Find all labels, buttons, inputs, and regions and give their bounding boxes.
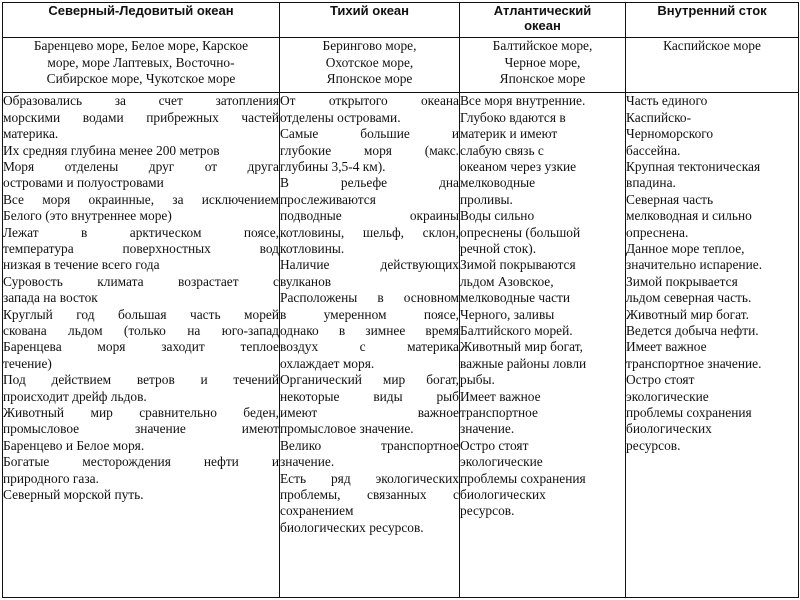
fact-line: бассейна.	[626, 142, 681, 158]
fact-line: Данное море теплое,	[626, 240, 745, 256]
fact-line: биологических	[626, 421, 712, 437]
fact-line: Есть ряд экологических	[280, 470, 459, 486]
header-row	[3, 3, 799, 38]
fact-line: течение)	[3, 355, 52, 371]
fact-line: температура поверхностных вод	[3, 240, 279, 256]
facts-row	[3, 93, 799, 598]
fact-line: охлаждает моря.	[280, 355, 375, 371]
fact-paragraph	[3, 307, 279, 373]
seas-cell-internal	[626, 38, 799, 93]
fact-line: экологические	[626, 388, 709, 404]
seas-line: Берингово море,	[322, 38, 417, 54]
seas-row	[3, 38, 799, 93]
fact-paragraph	[626, 159, 798, 192]
fact-line: мелководные части	[460, 290, 571, 306]
fact-paragraph	[280, 372, 459, 438]
fact-line: льдом северная часть.	[626, 290, 752, 306]
fact-line: мелководная и сильно	[626, 208, 752, 224]
fact-line: Имеет важное	[460, 388, 541, 404]
fact-line: прослеживаются	[280, 191, 376, 207]
fact-line: островами и полуостровами	[3, 175, 164, 191]
fact-line: материк и имеют	[460, 126, 558, 142]
fact-line: Черного, заливы	[460, 306, 555, 322]
fact-line: подводные окраины	[280, 208, 459, 224]
fact-line: ресурсов.	[626, 437, 681, 453]
fact-paragraph	[626, 274, 798, 307]
fact-paragraph	[280, 93, 459, 126]
fact-paragraph	[3, 372, 279, 405]
header-atlantic	[460, 3, 626, 38]
fact-line: значительно испарение.	[626, 257, 763, 273]
fact-line: котловины.	[280, 240, 345, 256]
fact-paragraph	[460, 93, 625, 109]
fact-line: Остро стоят	[460, 437, 529, 453]
fact-line: воздух с материка	[280, 339, 459, 355]
fact-paragraph	[3, 159, 279, 192]
fact-paragraph	[280, 471, 459, 537]
fact-line: Крупная тектоническая	[626, 158, 761, 174]
fact-line: проблемы сохранения	[626, 405, 752, 420]
fact-line: Зимой покрываются	[460, 257, 576, 273]
fact-line: Ведется добыча нефти.	[626, 322, 759, 338]
fact-paragraph	[3, 487, 279, 503]
header-atlantic-text-line: океан	[524, 18, 561, 33]
fact-line: Наличие действующих	[280, 257, 459, 273]
fact-line: экологические	[460, 454, 543, 470]
fact-line: однако в зимнее время	[280, 322, 459, 338]
fact-line: некоторые виды рыб	[280, 388, 459, 404]
fact-line: впадина.	[626, 175, 676, 191]
fact-paragraph	[280, 290, 459, 372]
fact-paragraph	[460, 110, 625, 208]
fact-line: Баренцево и Белое моря.	[3, 437, 145, 453]
fact-paragraph	[626, 323, 798, 339]
fact-line: происходит дрейф льдов.	[3, 388, 147, 404]
fact-line: Остро стоят	[626, 372, 695, 388]
facts-cell-atlantic	[460, 93, 626, 598]
fact-paragraph	[3, 225, 279, 274]
seas-cell-atlantic	[460, 38, 626, 93]
fact-line: Животный мир сравнительно беден,	[3, 405, 279, 420]
fact-line: опреснена.	[626, 224, 689, 240]
fact-paragraph	[626, 339, 798, 372]
header-pacific	[280, 3, 460, 38]
fact-line: транспортное	[460, 405, 538, 420]
fact-line: Балтийского морей.	[460, 322, 573, 338]
fact-line: Воды сильно	[460, 208, 535, 224]
header-internal-drainage	[626, 3, 799, 38]
fact-line: Органический мир богат,	[280, 372, 459, 388]
fact-paragraph	[460, 339, 625, 388]
fact-line: Моря отделены друг от друга	[3, 158, 279, 174]
fact-line: Северная часть	[626, 191, 714, 207]
fact-line: мелководные	[460, 175, 536, 191]
fact-line: Самые большие и	[280, 126, 459, 142]
fact-line: биологических	[460, 487, 546, 503]
fact-paragraph	[280, 126, 459, 175]
fact-line: Их средняя глубина менее 200 метров	[3, 142, 220, 158]
fact-line: Животный мир богат,	[460, 339, 583, 355]
fact-line: важные районы ловли	[460, 355, 587, 371]
fact-line: природного газа.	[3, 470, 99, 486]
fact-line: скована льдом (только на юго-запад	[3, 322, 279, 338]
fact-paragraph	[460, 208, 625, 257]
seas-cell-pacific	[280, 38, 460, 93]
fact-line: Богатые месторождения нефти и	[3, 454, 279, 470]
header-arctic-text: Северный-Ледовитый океан	[48, 3, 234, 18]
fact-line: Белого (это внутреннее море)	[3, 208, 172, 224]
fact-line: слабую связь с	[460, 142, 544, 158]
seas-line: Сибирское море, Чукотское море	[46, 71, 236, 87]
seas-line: Каспийское море	[663, 38, 761, 54]
fact-paragraph	[3, 93, 279, 142]
fact-paragraph	[460, 389, 625, 438]
facts-cell-pacific	[280, 93, 460, 598]
fact-paragraph	[3, 192, 279, 225]
fact-paragraph	[3, 143, 279, 159]
fact-line: Имеет важное	[626, 339, 707, 355]
fact-line: низкая в течение всего года	[3, 257, 160, 273]
fact-line: значение.	[280, 454, 335, 470]
facts-cell-internal	[626, 93, 799, 598]
fact-paragraph	[3, 405, 279, 454]
fact-line: вулканов	[280, 273, 332, 289]
fact-line: промысловое значение.	[280, 421, 414, 437]
seas-line: Черное море,	[504, 54, 581, 70]
fact-paragraph	[460, 257, 625, 339]
fact-line: проливы.	[460, 191, 513, 207]
fact-line: Северный морской путь.	[3, 487, 144, 503]
seas-line: Охотское море,	[325, 54, 414, 70]
fact-paragraph	[3, 454, 279, 487]
fact-line: глубины 3,5-4 км).	[280, 158, 386, 174]
fact-paragraph	[626, 192, 798, 241]
fact-paragraph	[626, 372, 798, 454]
fact-line: От открытого океана	[280, 93, 459, 109]
fact-line: значение.	[460, 421, 515, 437]
fact-line: Под действием ветров и течений	[3, 372, 279, 388]
fact-line: запада на восток	[3, 290, 98, 306]
fact-line: Расположены в основном	[280, 290, 459, 306]
fact-line: Животный мир богат.	[626, 306, 749, 322]
fact-line: биологических ресурсов.	[280, 519, 424, 535]
fact-line: Глубоко вдаются в	[460, 109, 566, 125]
fact-line: опреснены (большой	[460, 224, 581, 240]
seas-line: Баренцево море, Белое море, Карское	[33, 38, 249, 54]
fact-line: ресурсов.	[460, 503, 515, 519]
fact-line: Часть единого	[626, 93, 708, 109]
oceans-seas-table	[2, 2, 799, 598]
fact-line: котловины, шельф, склон,	[280, 224, 459, 240]
fact-line: Зимой покрывается	[626, 273, 738, 289]
fact-paragraph	[626, 307, 798, 323]
fact-paragraph	[626, 241, 798, 274]
fact-line: льдом Азовское,	[460, 273, 554, 289]
header-arctic	[3, 3, 280, 38]
header-atlantic-text-line: Атлантический	[493, 3, 592, 18]
fact-line: в умеренном поясе,	[280, 306, 459, 322]
fact-line: речной сток).	[460, 240, 537, 256]
fact-paragraph	[280, 438, 459, 471]
fact-line: глубокие моря (макс.	[280, 142, 459, 158]
fact-line: Все моря внутренние.	[460, 93, 586, 109]
header-pacific-text: Тихий океан	[329, 3, 410, 18]
fact-line: промысловое значение имеют	[3, 421, 279, 437]
fact-line: Каспийско-	[626, 109, 692, 125]
seas-line: Японское море	[326, 71, 413, 87]
fact-line: сохранением	[280, 503, 354, 519]
fact-paragraph	[460, 438, 625, 520]
fact-line: Баренцева моря заходит теплое	[3, 339, 279, 355]
fact-line: Круглый год большая часть морей	[3, 306, 279, 322]
fact-line: Все моря окраинные, за исключением	[3, 191, 279, 207]
fact-line: морскими водами прибрежных частей	[3, 109, 279, 125]
fact-line: отделены островами.	[280, 109, 401, 125]
fact-line: проблемы сохранения	[460, 470, 586, 486]
seas-line: море, море Лаптевых, Восточно-	[47, 54, 235, 70]
fact-paragraph	[3, 274, 279, 307]
fact-paragraph	[280, 175, 459, 257]
fact-line: Суровость климата возрастает с	[3, 273, 279, 289]
fact-line: Велико транспортное	[280, 437, 459, 453]
fact-line: океаном через узкие	[460, 158, 577, 174]
fact-paragraph	[280, 257, 459, 290]
fact-line: рыбы.	[460, 372, 495, 388]
facts-cell-arctic	[3, 93, 280, 598]
header-internal-drainage-text: Внутренний сток	[657, 3, 767, 18]
fact-line: В рельефе дна	[280, 175, 459, 191]
seas-cell-arctic	[3, 38, 280, 93]
seas-line: Японское море	[499, 71, 586, 87]
fact-paragraph	[626, 93, 798, 159]
fact-line: Черноморского	[626, 126, 714, 142]
fact-line: проблемы, связанных с	[280, 487, 459, 503]
fact-line: Образовались за счет затопления	[3, 93, 279, 109]
seas-line: Балтийское море,	[492, 38, 593, 54]
fact-line: Лежат в арктическом поясе,	[3, 224, 279, 240]
fact-line: имеют важное	[280, 405, 459, 420]
fact-line: транспортное значение.	[626, 355, 762, 371]
fact-line: материка.	[3, 126, 59, 142]
